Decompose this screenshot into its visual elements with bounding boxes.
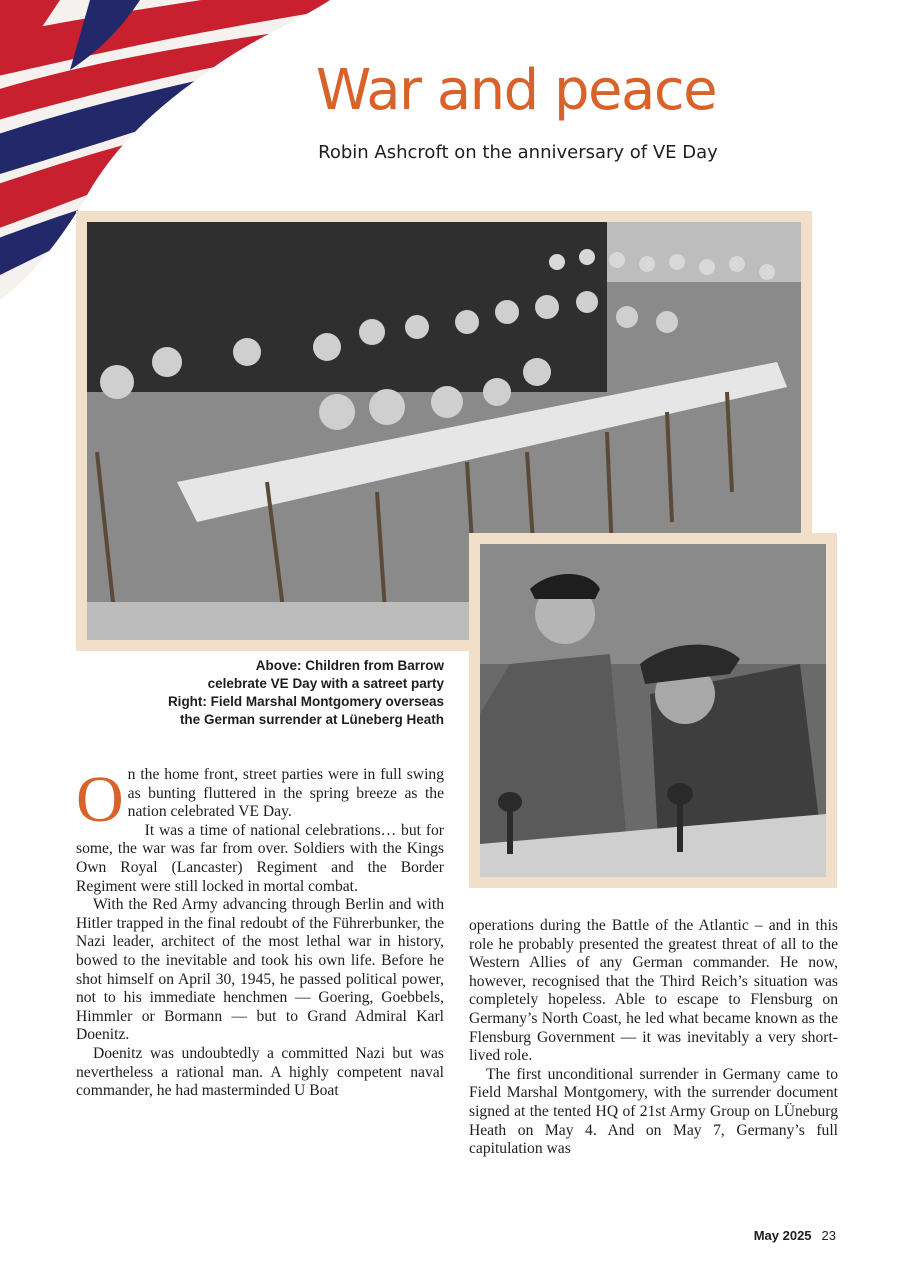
paragraph-text: n the home front, street parties were in full swing as bunting fluttered in the spring breeze as the nation celebrated VE Day. xyxy=(127,766,444,821)
paragraph: It was a time of national celebrations… but for some, the war was far from over. Soldiers with the Kings Own Royal (Lancaster) Regiment and the Border Regiment were still locked in mortal combat. xyxy=(76,821,444,895)
caption-line: Right: Field Marshal Montgomery overseas xyxy=(167,694,444,709)
caption-line: celebrate VE Day with a satreet party xyxy=(207,676,444,691)
paragraph: Doenitz was undoubtedly a committed Nazi but was nevertheless a rational man. A highly competent naval commander, he had masterminded U Boat xyxy=(76,1044,444,1100)
paragraph xyxy=(76,763,444,836)
paragraph: With the Red Army advancing through Berlin and with Hitler trapped in the final redoubt of the Führerbunker, the Nazi leader, architect of the most lethal war in history, bowed to the inevitable and took his own life. Before he shot himself on April 30, 1945, he passed political power, not to his immediate henchmen — Goering, Goebbels, Himmler or Bormann — but to Grand Admiral Karl Doenitz. xyxy=(76,896,444,1044)
article-column-1 xyxy=(76,763,444,1101)
article-column-2 xyxy=(469,917,838,1159)
drop-cap: O xyxy=(76,763,124,836)
paragraph: operations during the Battle of the Atlantic – and in this role he probably presented the greatest threat of all to the Western Allies of any German commander. He now, however, recognised that the Third Reich’s situation was completely hopeless. Able to escape to Flensburg on Germany’s North Coast, he led what became known as the Flensburg Government — it was inevitably a very short-lived role. xyxy=(469,917,838,1065)
montgomery-surrender-photo xyxy=(469,533,837,888)
page-number: 23 xyxy=(821,1228,836,1243)
photo-caption xyxy=(120,657,444,729)
article-subtitle: Robin Ashcroft on the anniversary of VE Day xyxy=(318,142,718,163)
caption-line: Above: Children from Barrow xyxy=(255,658,444,673)
caption-line: the German surrender at Lüneberg Heath xyxy=(179,712,444,727)
montgomery-surrender-photo-image xyxy=(480,544,826,877)
paragraph: The first unconditional surrender in Germany came to Field Marshal Montgomery, with the surrender document signed at the tented HQ of 21st Army Group on LÜneburg Heath on May 4. And on May 7, Germany’s full capitulation was xyxy=(469,1065,838,1158)
page-footer xyxy=(754,1228,836,1243)
issue-date: May 2025 xyxy=(753,1228,812,1243)
article-title: War and peace xyxy=(315,58,717,123)
